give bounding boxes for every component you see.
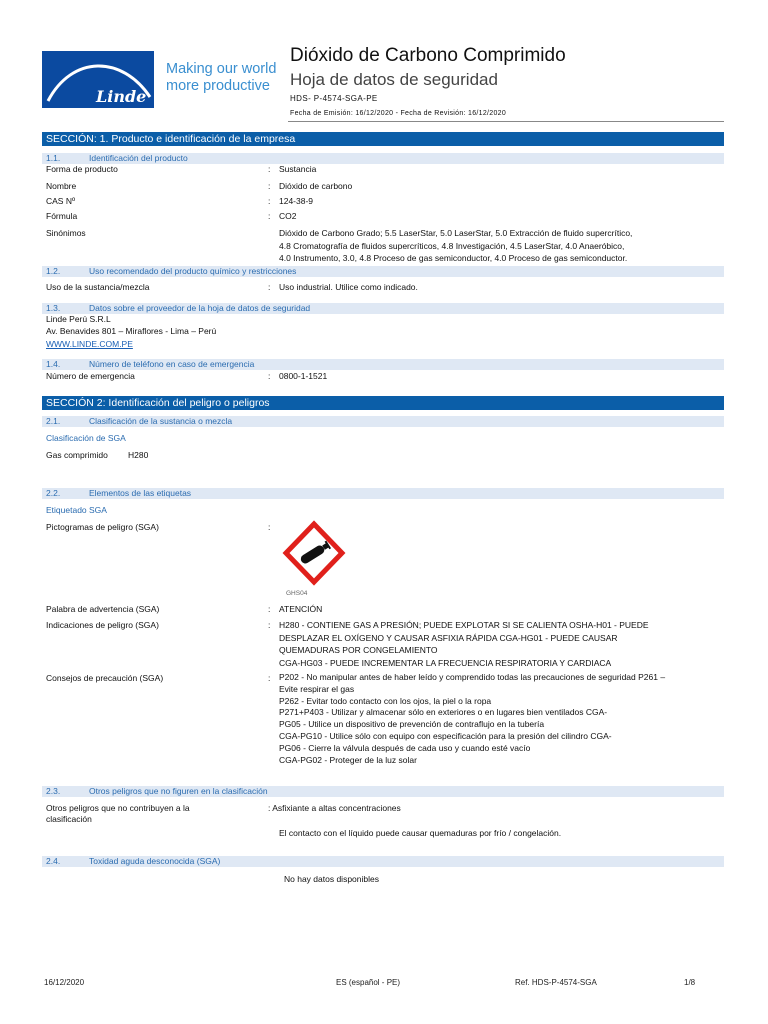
subsection-1-3-header: 1.3. Datos sobre el proveedor de la hoja de datos de seguridad xyxy=(42,303,724,314)
subsection-1-2-header: 1.2. Uso recomendado del producto químico y restricciones xyxy=(42,266,724,277)
document-title: Dióxido de Carbono Comprimido xyxy=(290,45,566,66)
subsection-1-4-header: 1.4. Número de teléfono en caso de emergencia xyxy=(42,359,724,370)
precautionary-statements-value: P202 - No manipular antes de haber leído y comprendido todas las precauciones de seguridad P261 – Evite respirar el gas P262 - Evitar todo contacto con los ojos, la piel o la ropa P271+P403 - Utilizar y almacenar sólo en exteriores o en lugares bien ventilados CGA- PG05 - Utilice un dispositivo de prevención de contraflujo en la tubería CGA-PG10 - Utilice sólo con equipo con especificación para la presión del cilindro CGA- PG06 - Cierre la válvula después de cada uso y cuando esté vacío CGA-PG02 - Proteger de la luz solar xyxy=(279,672,666,765)
subsection-1-1-header: 1.1. Identificación del producto xyxy=(42,153,724,164)
linde-logo xyxy=(42,51,154,108)
hazard-statements-label: Indicaciones de peligro (SGA) xyxy=(46,620,159,630)
logo-wordmark: Linde xyxy=(96,87,147,106)
other-hazards-label: Otros peligros que no contribuyen a la clasificación xyxy=(46,803,190,824)
signal-word-value: ATENCIÓN xyxy=(279,604,323,614)
ghs-labeling-heading: Etiquetado SGA xyxy=(46,505,107,515)
section-1-header: SECCIÓN: 1. Producto e identificación de la empresa xyxy=(42,132,724,146)
subsection-2-4-header: 2.4. Toxidad aguda desconocida (SGA) xyxy=(42,856,724,867)
footer-language: ES (español - PE) xyxy=(336,978,401,987)
footer-reference: Ref. HDS-P-4574-SGA xyxy=(515,978,597,987)
subsection-2-2-header: 2.2. Elementos de las etiquetas xyxy=(42,488,724,499)
pictogram-caption: GHS04 xyxy=(286,590,308,597)
ghs-classification-heading: Clasificación de SGA xyxy=(46,433,126,443)
footer-page-number: 1/8 xyxy=(684,978,696,987)
cas-label: CAS Nº xyxy=(46,196,76,206)
subsection-2-3-header: 2.3. Otros peligros que no figuren en la clasificación xyxy=(42,786,724,797)
document-subtitle: Hoja de datos de seguridad xyxy=(290,70,498,89)
other-hazards-value-1: : Asfixiante a altas concentraciones xyxy=(268,803,401,813)
cas-value: 124-38-9 xyxy=(279,196,314,206)
product-form-label: Forma de producto xyxy=(46,164,118,174)
footer-date: 16/12/2020 xyxy=(44,978,85,987)
emergency-value: 0800-1-1521 xyxy=(279,371,328,381)
ghs-classification-code: H280 xyxy=(128,450,149,460)
precautionary-statements-label: Consejos de precaución (SGA) xyxy=(46,673,164,683)
other-hazards-value-2: El contacto con el líquido puede causar quemaduras por frío / congelación. xyxy=(279,828,562,838)
supplier-address: Av. Benavides 801 – Miraflores - Lima – Perú xyxy=(46,326,217,336)
supplier-name: Linde Perú S.R.L xyxy=(46,314,111,324)
pictogram-label: Pictogramas de peligro (SGA) xyxy=(46,522,159,532)
document-id: HDS- P-4574-SGA-PE xyxy=(290,94,378,103)
gas-cylinder-icon xyxy=(282,520,346,586)
ghs-classification-value: Gas comprimido xyxy=(46,450,108,460)
signal-word-label: Palabra de advertencia (SGA) xyxy=(46,604,160,614)
name-label: Nombre xyxy=(46,181,77,191)
use-value: Uso industrial. Utilice como indicado. xyxy=(279,282,418,292)
formula-label: Fórmula xyxy=(46,211,78,221)
product-form-value: Sustancia xyxy=(279,164,317,174)
section-2-header: SECCIÓN 2: Identificación del peligro o peligros xyxy=(42,396,724,410)
synonyms-value: Dióxido de Carbono Grado; 5.5 LaserStar, 5.0 LaserStar, 5.0 Extracción de fluido supercrítico, 4.8 Cromatografía de fluidos supercríticos, 4.8 Investigación, 4.5 LaserStar, 4.0 Anaeróbico, 4.0 Instrumento, 3.0, 4.8 Proceso de gas semiconductor, 4.0 Proceso de gas semiconductor. xyxy=(279,228,633,263)
document-dates: Fecha de Emisión: 16/12/2020 - Fecha de Revisión: 16/12/2020 xyxy=(290,110,507,117)
hazard-statements-value: H280 - CONTIENE GAS A PRESIÓN; PUEDE EXPLOTAR SI SE CALIENTA OSHA-H01 - PUEDE DESPLAZAR EL OXÍGENO Y CAUSAR ASFIXIA RÁPIDA CGA-HG01 - PUEDE CAUSAR QUEMADURAS POR CONGELAMIENTO CGA-HG03 - PUEDE INCREMENTAR LA FRECUENCIA RESPIRATORIA Y CARDIACA xyxy=(279,620,649,668)
tagline: Making our world more productive xyxy=(166,61,277,94)
supplier-website-link[interactable]: WWW.LINDE.COM.PE xyxy=(46,339,133,349)
acute-toxicity-value: No hay datos disponibles xyxy=(284,874,379,884)
formula-value: CO2 xyxy=(279,211,297,221)
emergency-label: Número de emergencia xyxy=(46,371,135,381)
header-divider xyxy=(288,121,724,122)
name-value: Dióxido de carbono xyxy=(279,181,353,191)
synonyms-label: Sinónimos xyxy=(46,228,86,238)
subsection-2-1-header: 2.1. Clasificación de la sustancia o mezcla xyxy=(42,416,724,427)
use-label: Uso de la sustancia/mezcla xyxy=(46,282,150,292)
